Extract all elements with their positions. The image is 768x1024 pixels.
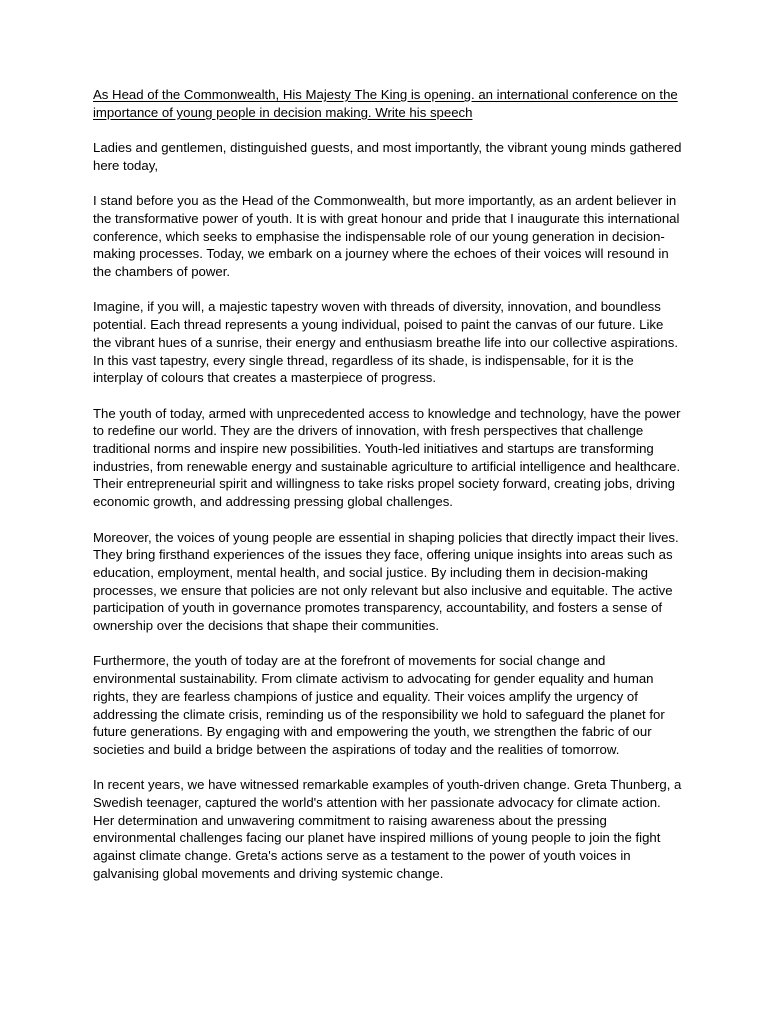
prompt-heading: As Head of the Commonwealth, His Majesty The King is opening. an international conference on the importance of young people in decision making. Write his speech [93, 87, 678, 120]
paragraph-social-change: Furthermore, the youth of today are at the forefront of movements for social change and environmental sustainability. From climate activism to advocating for gender equality and human rights, they are fearless champions of justice and equality. Their voices amplify the urgency of addressing the climate crisis, reminding us of the responsibility we hold to safeguard the planet for future generations. By engaging with and empowering the youth, we strengthen the fabric of our societies and build a bridge between the aspirations of today and the realities of tomorrow. [93, 653, 665, 757]
paragraph-innovation: The youth of today, armed with unprecedented access to knowledge and technology, have the power to redefine our world. They are the drivers of innovation, with fresh perspectives that challenge traditional norms and inspire new possibilities. Youth-led initiatives and startups are transforming industries, from renewable energy and sustainable agriculture to artificial intelligence and healthcare. Their entrepreneurial spirit and willingness to take risks propel society forward, creating jobs, driving economic growth, and addressing pressing global challenges. [93, 405, 681, 510]
paragraph-examples: In recent years, we have witnessed remarkable examples of youth-driven change. Greta Thunberg, a Swedish teenager, captured the world's attention with her passionate advocacy for climate action. Her determination and unwavering commitment to raising awareness about the pressing environmental challenges facing our planet have inspired millions of young people to join the fight against climate change. Greta's actions serve as a testament to the power of youth voices in galvanising global movements and driving systemic change. [93, 777, 682, 881]
paragraph-tapestry: Imagine, if you will, a majestic tapestry woven with threads of diversity, innovation, and boundless potential. Each thread represents a young individual, poised to paint the canvas of our future. Like the vibrant hues of a sunrise, their energy and enthusiasm breathe life into our collective aspirations. In this vast tapestry, every single thread, regardless of its shade, is indispensable, for it is the interplay of colours that creates a masterpiece of progress. [93, 299, 678, 386]
document-page [93, 86, 685, 883]
paragraph-policy: Moreover, the voices of young people are essential in shaping policies that directly impact their lives. They bring firsthand experiences of the issues they face, offering unique insights into areas such as education, employment, mental health, and social justice. By including them in decision-making processes, we ensure that policies are not only relevant but also inclusive and equitable. The active participation of youth in governance promotes transparency, accountability, and fosters a sense of ownership over the decisions that shape their communities. [93, 529, 679, 634]
paragraph-greeting: Ladies and gentlemen, distinguished guests, and most importantly, the vibrant young minds gathered here today, [93, 140, 682, 173]
paragraph-introduction: I stand before you as the Head of the Commonwealth, but more importantly, as an ardent believer in the transformative power of youth. It is with great honour and pride that I inaugurate this international conference, which seeks to emphasise the indispensable role of our young generation in decision-making processes. Today, we embark on a journey where the echoes of their voices will resound in the chambers of power. [93, 193, 680, 279]
